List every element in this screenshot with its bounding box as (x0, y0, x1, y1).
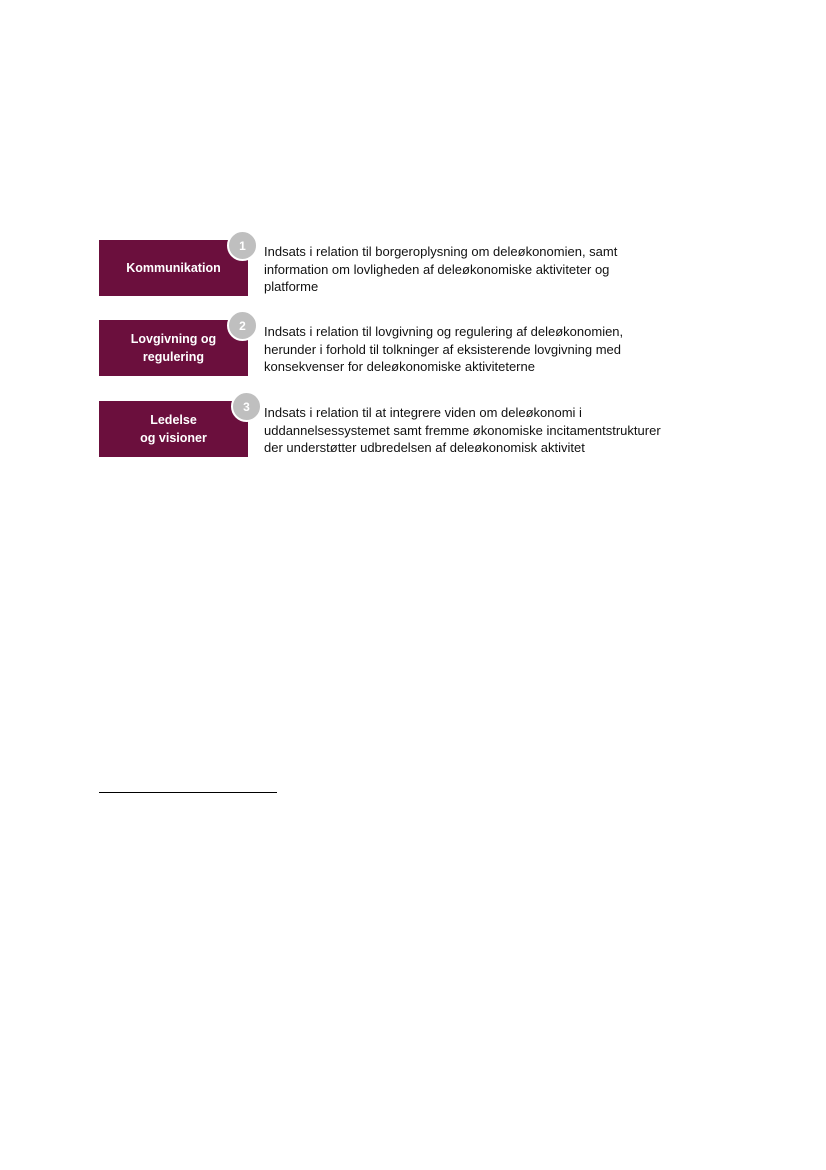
description-line: uddannelsessystemet samt fremme økonomiske incitamentstrukturer (264, 422, 661, 438)
description-line: konsekvenser for deleøkonomiske aktiviteterne (264, 359, 535, 374)
description-line: herunder i forhold til tolkninger af eksisterende lovgivning med (264, 341, 621, 357)
category-label-line: og visioner (140, 431, 207, 445)
number-badge: 2 (227, 310, 258, 341)
category-label (131, 330, 216, 366)
description-line: Indsats i relation til lovgivning og regulering af deleøkonomien, (264, 324, 624, 339)
category-label (140, 411, 207, 447)
footnote-separator (99, 792, 277, 793)
description-line: information om lovligheden af deleøkonomiske aktiviteter og (264, 261, 610, 277)
initiative-row-leadership (99, 401, 719, 461)
initiative-row-legislation (99, 320, 719, 380)
initiative-description (264, 323, 714, 376)
category-label-line: Kommunikation (126, 261, 221, 275)
category-label-line: Lovgivning og (130, 332, 217, 346)
category-box-legislation (99, 320, 248, 376)
category-box-leadership (99, 401, 248, 457)
category-label-line: Ledelse (150, 413, 197, 427)
category-label (126, 259, 220, 277)
initiative-row-communication (99, 240, 719, 300)
description-line: platforme (264, 279, 319, 294)
initiative-description (264, 243, 714, 296)
description-line: Indsats i relation til at integrere viden om deleøkonomi i (264, 405, 582, 420)
number-badge: 1 (227, 230, 258, 261)
initiative-description (264, 404, 714, 457)
category-box-communication (99, 240, 248, 296)
description-line: Indsats i relation til borgeroplysning om deleøkonomien, samt (264, 244, 618, 259)
description-line: der understøtter udbredelsen af deleøkonomisk aktivitet (264, 440, 585, 455)
category-label-line: regulering (142, 350, 205, 364)
number-badge: 3 (231, 391, 262, 422)
